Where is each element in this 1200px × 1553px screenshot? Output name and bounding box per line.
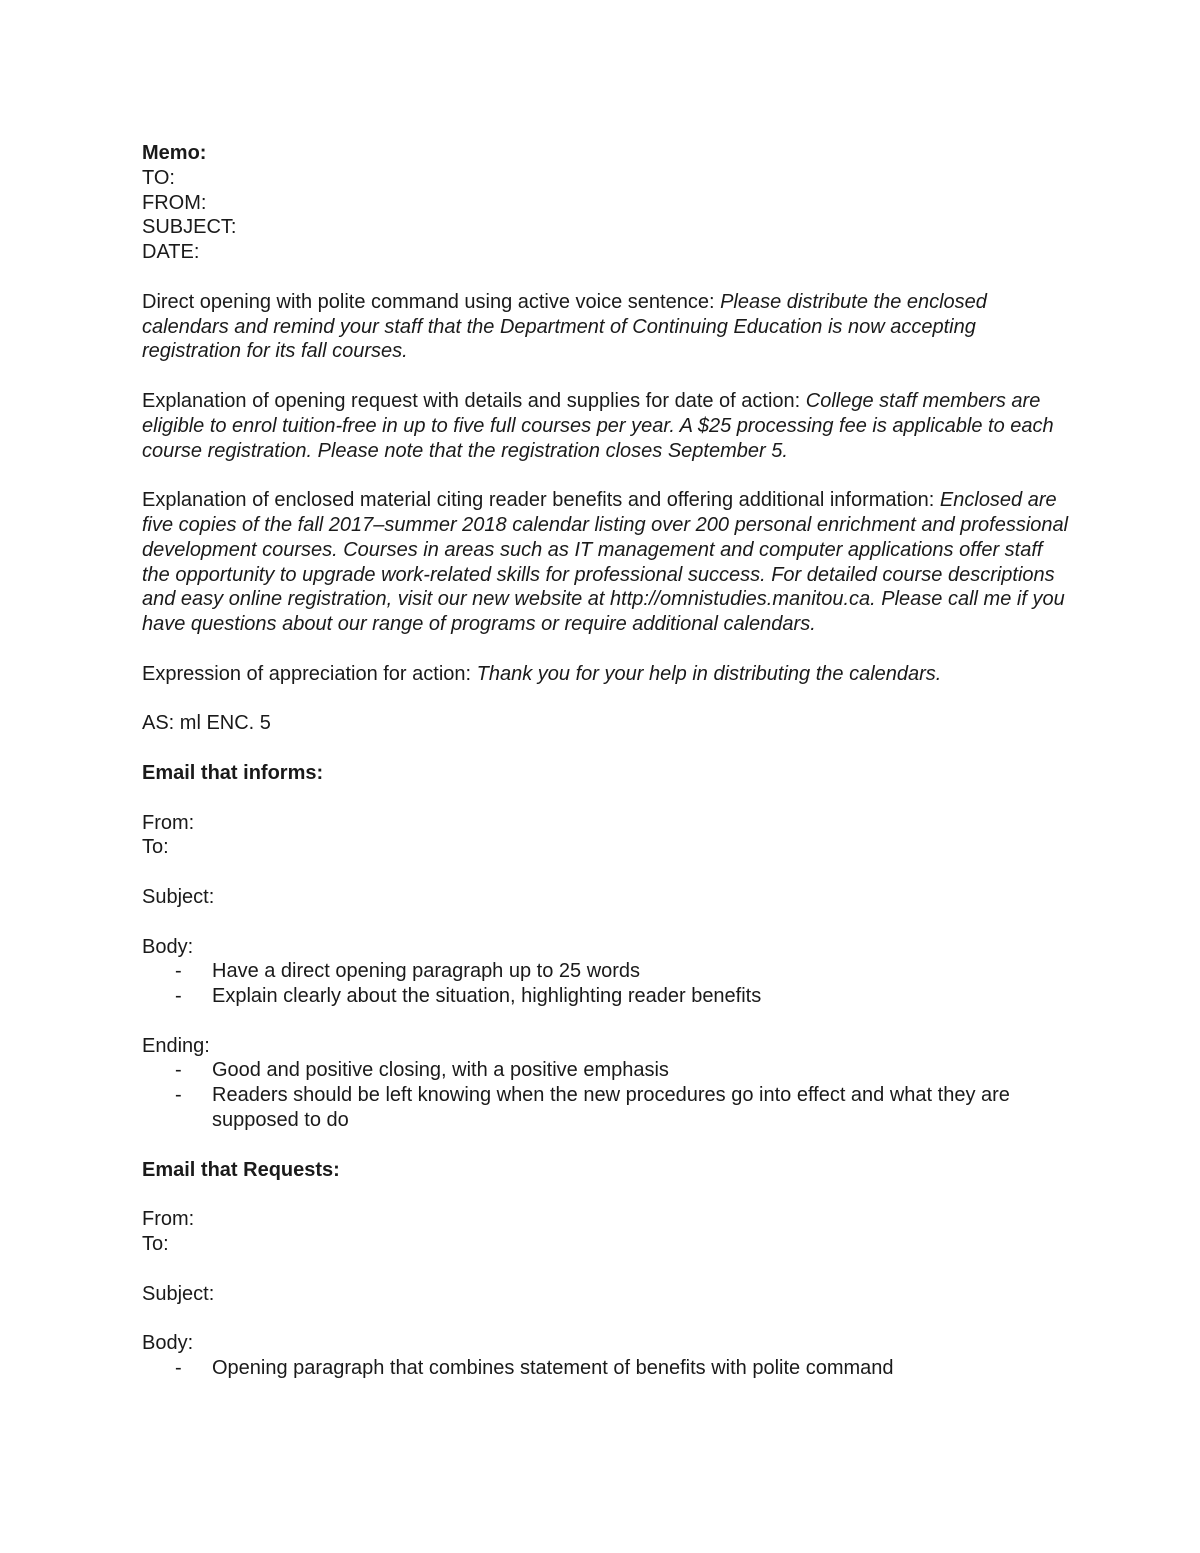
memo-heading: Memo: — [142, 142, 207, 164]
email-informs-subject: Subject: — [142, 885, 215, 908]
memo-paragraph-opening — [142, 290, 1072, 364]
list-item: - Good and positive closing, with a positive emphasis — [175, 1059, 669, 1082]
memo-from-field: FROM: — [142, 191, 207, 214]
paragraph-example: Please distribute the enclosed calendars and remind your staff that the Department of Continuing Education is now accepting registration for its fall courses. — [142, 290, 987, 363]
bullet-dash: - — [175, 1084, 182, 1107]
paragraph-example: College staff members are eligible to enrol tuition-free in up to five full courses per year. A $25 processing fee is applicable to each course registration. Please note that the registration closes September 5. — [142, 389, 1054, 462]
email-informs-body-label: Body: — [142, 935, 194, 958]
memo-paragraph-enclosed — [142, 488, 1072, 637]
bullet-dash: - — [175, 1059, 182, 1082]
paragraph-label: Direct opening with polite command using active voice sentence: — [142, 290, 721, 313]
email-requests-to: To: — [142, 1233, 169, 1256]
email-informs-ending-list — [142, 1058, 1072, 1132]
email-informs-heading: Email that informs: — [142, 761, 324, 784]
list-item: - Opening paragraph that combines statement of benefits with polite command — [175, 1357, 894, 1380]
email-informs-body-list — [142, 959, 1072, 1009]
memo-paragraph-explanation — [142, 389, 1072, 463]
email-requests-body-list — [142, 1356, 1072, 1381]
bullet-dash: - — [175, 1357, 182, 1380]
memo-closing: AS: ml ENC. 5 — [142, 712, 271, 735]
bullet-dash: - — [175, 985, 182, 1008]
paragraph-example: Thank you for your help in distributing the calendars. — [476, 662, 942, 685]
paragraph-label: Explanation of opening request with details and supplies for date of action: — [142, 389, 806, 412]
paragraph-label: Explanation of enclosed material citing reader benefits and offering additional information: — [142, 489, 940, 512]
email-requests-heading: Email that Requests: — [142, 1158, 340, 1181]
memo-date-field: DATE: — [142, 241, 200, 264]
list-item: - Readers should be left knowing when the new procedures go into effect and what they are supposed to do — [175, 1084, 1010, 1132]
email-informs-to: To: — [142, 836, 169, 859]
paragraph-label: Expression of appreciation for action: — [142, 662, 477, 685]
paragraph-example: Enclosed are five copies of the fall 2017–summer 2018 calendar listing over 200 personal enrichment and professional development courses. Courses in areas such as IT management and computer applications offer staff the opportunity to upgrade work-related skills for professional success. For detailed course descriptions and easy online registration, visit our new website at http://omnistudies.manitou.ca. Please call me if you have questions about our range of programs or require additional calendars. — [142, 489, 1069, 636]
email-informs-from: From: — [142, 811, 195, 834]
list-item: - Explain clearly about the situation, highlighting reader benefits — [175, 985, 762, 1008]
memo-paragraph-appreciation — [142, 662, 1072, 687]
email-requests-subject: Subject: — [142, 1282, 215, 1305]
memo-to-field: TO: — [142, 166, 175, 189]
email-requests-from: From: — [142, 1208, 195, 1231]
list-item: - Have a direct opening paragraph up to 25 words — [175, 960, 641, 983]
document-page — [142, 141, 1072, 1381]
memo-subject-field: SUBJECT: — [142, 216, 237, 239]
email-informs-ending-label: Ending: — [142, 1034, 210, 1057]
email-requests-body-label: Body: — [142, 1332, 194, 1355]
bullet-dash: - — [175, 960, 182, 983]
